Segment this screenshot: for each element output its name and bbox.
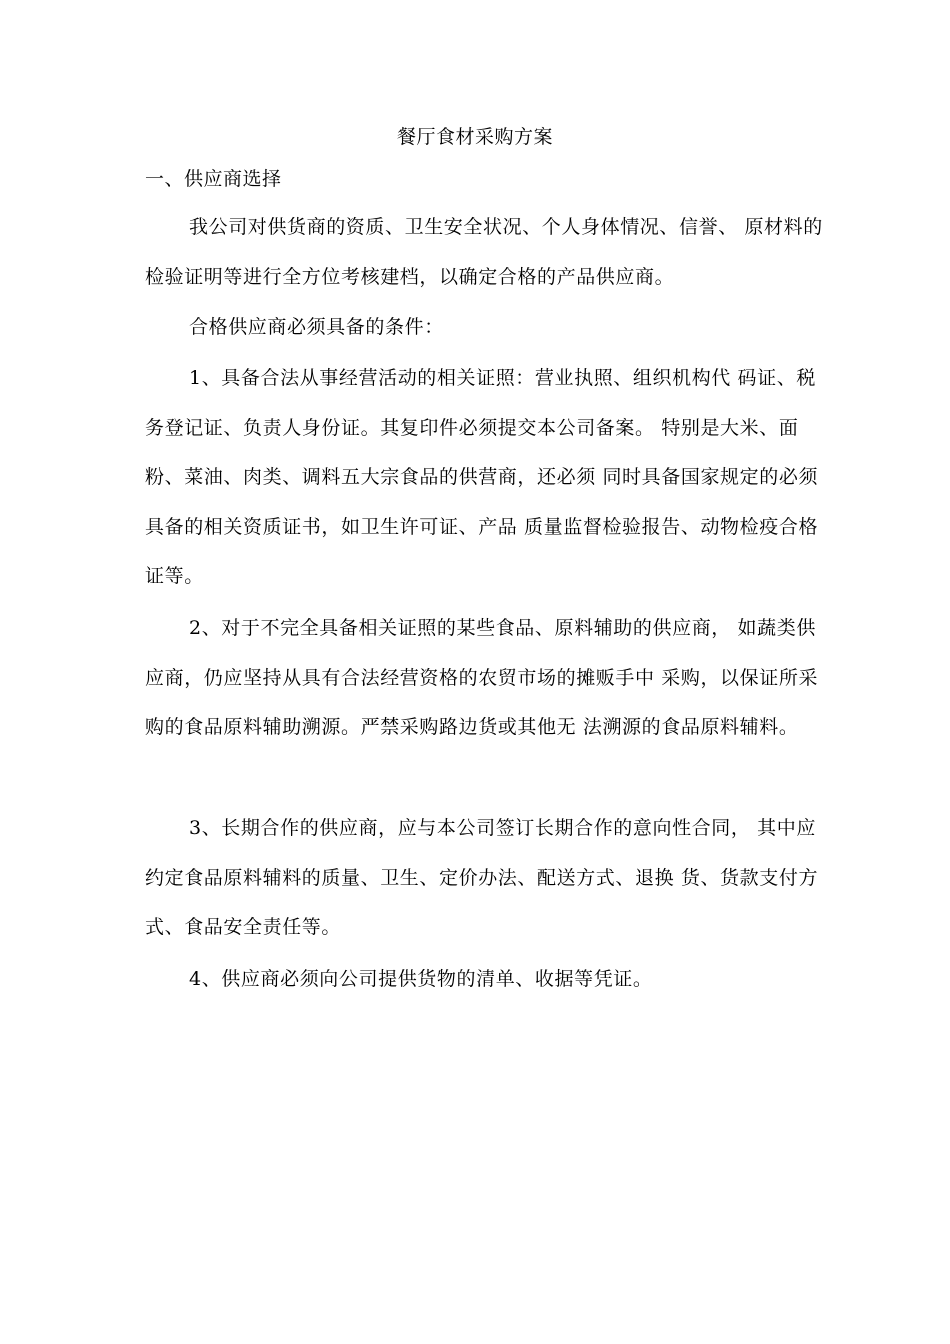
paragraph-conditions-intro: 合格供应商必须具备的条件：: [189, 316, 444, 338]
paragraph-supplier-assessment: 我公司对供货商的资质、卫生安全状况、个人身体情况、信誉、 原材料的检验证明等进行全方位考核建档，以确定合格的产品供应商。: [145, 216, 823, 288]
paragraph-condition-2: 2、对于不完全具备相关证照的某些食品、原料辅助的供应商， 如蔬类供应商，仍应坚持从具有合法经营资格的农贸市场的摊贩手中 采购，以保证所采购的食品原料辅助溯源。严禁采购路边货或其他无 法溯源的食品原料辅料。: [145, 617, 819, 738]
document-title: 餐厅食材采购方案: [396, 126, 553, 148]
paragraph-condition-3: 3、长期合作的供应商，应与本公司签订长期合作的意向性合同， 其中应约定食品原料辅料的质量、卫生、定价办法、配送方式、退换 货、货款支付方式、食品安全责任等。: [145, 817, 819, 938]
paragraph-condition-1: 1、具备合法从事经营活动的相关证照：营业执照、组织机构代 码证、税务登记证、负责人身份证。其复印件必须提交本公司备案。 特别是大米、面粉、菜油、肉类、调料五大宗食品的供营商，还必须 同时具备国家规定的必须具备的相关资质证书，如卫生许可证、产品 质量监督检验报告、动物检疫合格证等。: [145, 367, 819, 587]
section-heading: 一、供应商选择: [145, 168, 282, 190]
paragraph-condition-4: 4、供应商必须向公司提供货物的清单、收据等凭证。: [189, 968, 653, 990]
